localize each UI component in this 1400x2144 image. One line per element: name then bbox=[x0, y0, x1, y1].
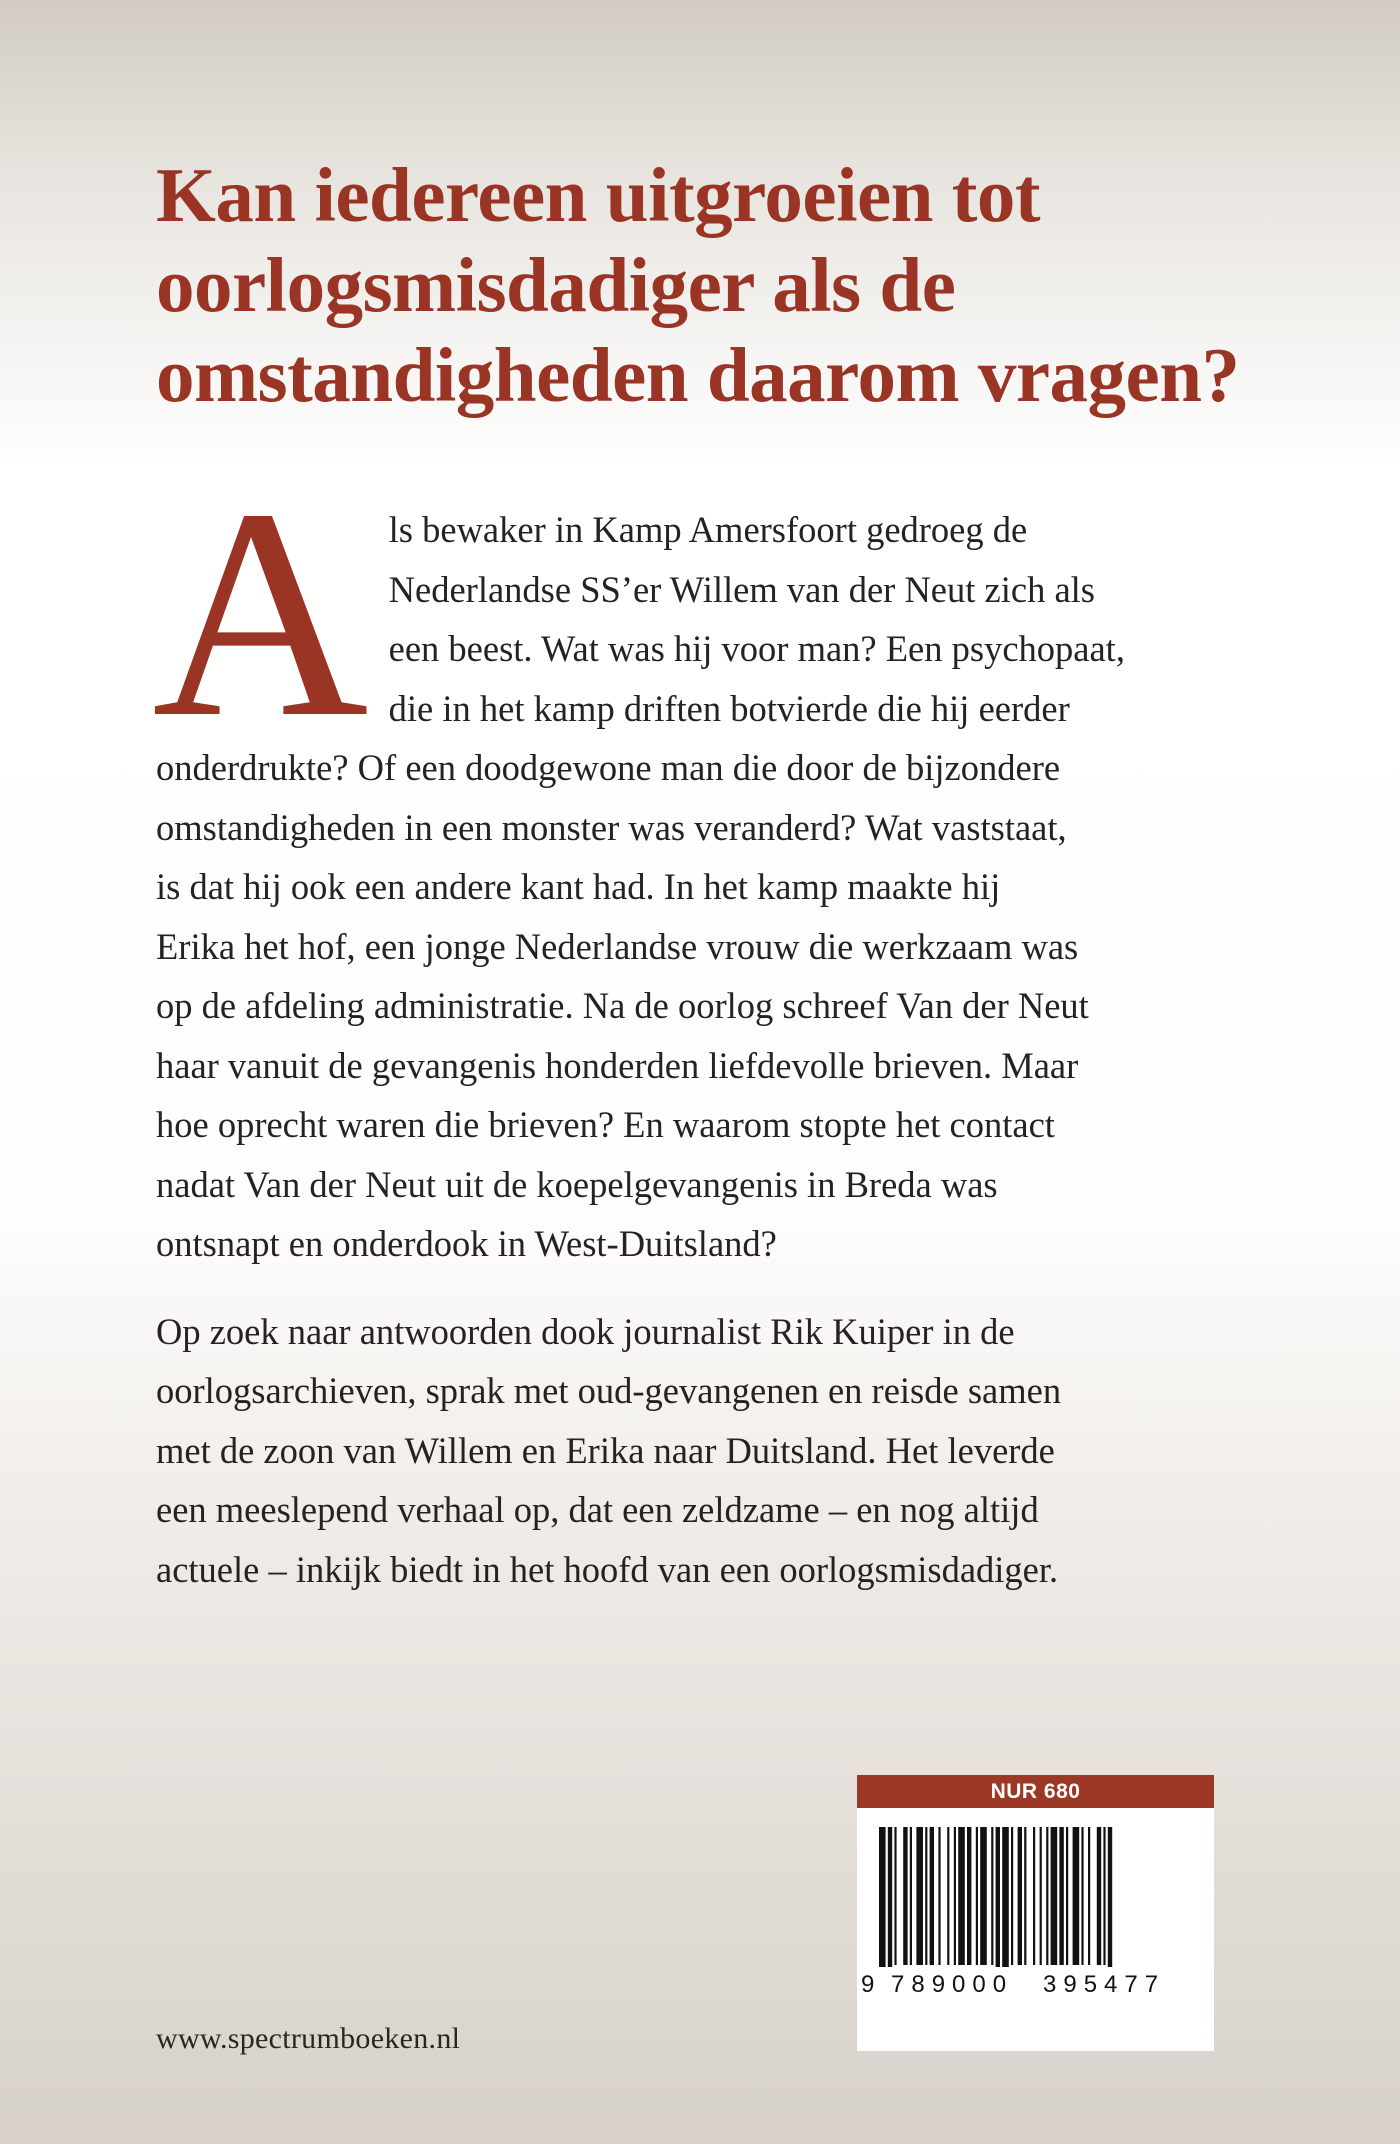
barcode-bar bbox=[1081, 1827, 1083, 1965]
blurb-paragraph-1 bbox=[152, 447, 1236, 1274]
barcode-bar bbox=[1046, 1827, 1048, 1965]
barcode-bar bbox=[910, 1827, 912, 1965]
isbn-first-digit: 9 bbox=[861, 1971, 875, 1998]
blurb-line: is dat hij ook een andere kant had. In het kamp maakte hij bbox=[156, 866, 1001, 907]
barcode-bar bbox=[925, 1827, 927, 1965]
barcode-bar bbox=[916, 1827, 923, 1965]
barcode-bar bbox=[1059, 1827, 1063, 1965]
barcode-bar bbox=[954, 1827, 956, 1965]
barcode-bar bbox=[1097, 1827, 1101, 1965]
headline-line: omstandigheden daarom vragen? bbox=[156, 332, 1240, 418]
blurb-line: haar vanuit de gevangenis honderden liefdevolle brieven. Maar bbox=[156, 1044, 1079, 1086]
barcode-bar bbox=[894, 1827, 896, 1965]
blurb-line: Op zoek naar antwoorden dook journalist Rik Kuiper in de bbox=[156, 1310, 1015, 1352]
barcode-bar bbox=[1088, 1827, 1090, 1965]
blurb-line: ls bewaker in Kamp Amersfoort gedroeg de bbox=[388, 509, 1028, 550]
barcode-bar bbox=[1103, 1827, 1105, 1965]
barcode-bar bbox=[938, 1827, 940, 1965]
blurb-line: die in het kamp driften botvierde die hij eerder bbox=[388, 687, 1070, 729]
headline bbox=[156, 150, 1276, 420]
isbn-barcode-block bbox=[857, 1775, 1214, 2051]
barcode-icon bbox=[879, 1827, 1193, 1967]
blurb-line: actuele – inkijk biedt in het hoofd van een oorlogsmisdadiger. bbox=[156, 1548, 1059, 1590]
barcode-bar bbox=[1018, 1827, 1022, 1965]
blurb-paragraph-2 bbox=[156, 1302, 1236, 1600]
headline-line: oorlogsmisdadiger als de bbox=[156, 242, 956, 328]
barcode-bar bbox=[976, 1827, 978, 1965]
barcode-bar bbox=[958, 1827, 965, 1965]
blurb-line: een meeslepend verhaal op, dat een zeldzame – en nog altijd bbox=[156, 1489, 1039, 1530]
blurb-line: Nederlandse SS’er Willem van der Neut zich als bbox=[388, 568, 1095, 610]
barcode-bar bbox=[996, 1827, 1000, 1967]
publisher-website: www.spectrumboeken.nl bbox=[156, 2022, 461, 2055]
blurb-line: een beest. Wat was hij voor man? Een psychopaat, bbox=[388, 628, 1125, 669]
barcode-bar bbox=[888, 1827, 892, 1967]
barcode-bar bbox=[930, 1827, 934, 1965]
blurb-line: hoe oprecht waren die brieven? En waarom stopte het contact bbox=[156, 1104, 1055, 1145]
barcode-bar bbox=[1108, 1827, 1112, 1967]
barcode-bar bbox=[1002, 1827, 1009, 1967]
barcode-bar bbox=[1051, 1827, 1058, 1965]
blurb-line: omstandigheden in een monster was veranderd? Wat vaststaat, bbox=[156, 806, 1067, 848]
barcode-bar bbox=[1033, 1827, 1035, 1965]
blurb-line: met de zoon van Willem en Erika naar Duitsland. Het leverde bbox=[156, 1429, 1055, 1471]
blurb-line: nadat Van der Neut uit de koepelgevangenis in Breda was bbox=[156, 1163, 998, 1205]
barcode-bar bbox=[991, 1827, 993, 1965]
blurb bbox=[152, 447, 1236, 1599]
barcode-bar bbox=[1073, 1827, 1080, 1965]
headline-line: Kan iedereen uitgroeien tot bbox=[156, 152, 1040, 238]
barcode-bar bbox=[1011, 1827, 1013, 1965]
barcode-bar bbox=[879, 1827, 886, 1967]
barcode-bar bbox=[1066, 1827, 1068, 1965]
blurb-line: onderdrukte? Of een doodgewone man die door de bijzondere bbox=[156, 747, 1061, 788]
blurb-line: op de afdeling administratie. Na de oorlog schreef Van der Neut bbox=[156, 985, 1089, 1026]
isbn-left-group: 789000 bbox=[891, 1971, 1014, 1998]
barcode-bar bbox=[903, 1827, 907, 1965]
barcode-bar bbox=[947, 1827, 949, 1965]
barcode-bar bbox=[967, 1827, 971, 1965]
barcode-bar bbox=[1040, 1827, 1042, 1965]
dropcap: A bbox=[152, 447, 369, 779]
barcode-bar bbox=[1024, 1827, 1026, 1965]
barcode-bar bbox=[980, 1827, 987, 1965]
blurb-line: ontsnapt en onderdook in West-Duitsland? bbox=[156, 1223, 777, 1264]
nur-label: NUR 680 bbox=[857, 1775, 1214, 1808]
blurb-line: Erika het hof, een jonge Nederlandse vrouw die werkzaam was bbox=[156, 925, 1079, 967]
blurb-line: oorlogsarchieven, sprak met oud-gevangenen en reisde samen bbox=[156, 1370, 1062, 1411]
isbn-right-group: 395477 bbox=[1043, 1971, 1166, 1998]
